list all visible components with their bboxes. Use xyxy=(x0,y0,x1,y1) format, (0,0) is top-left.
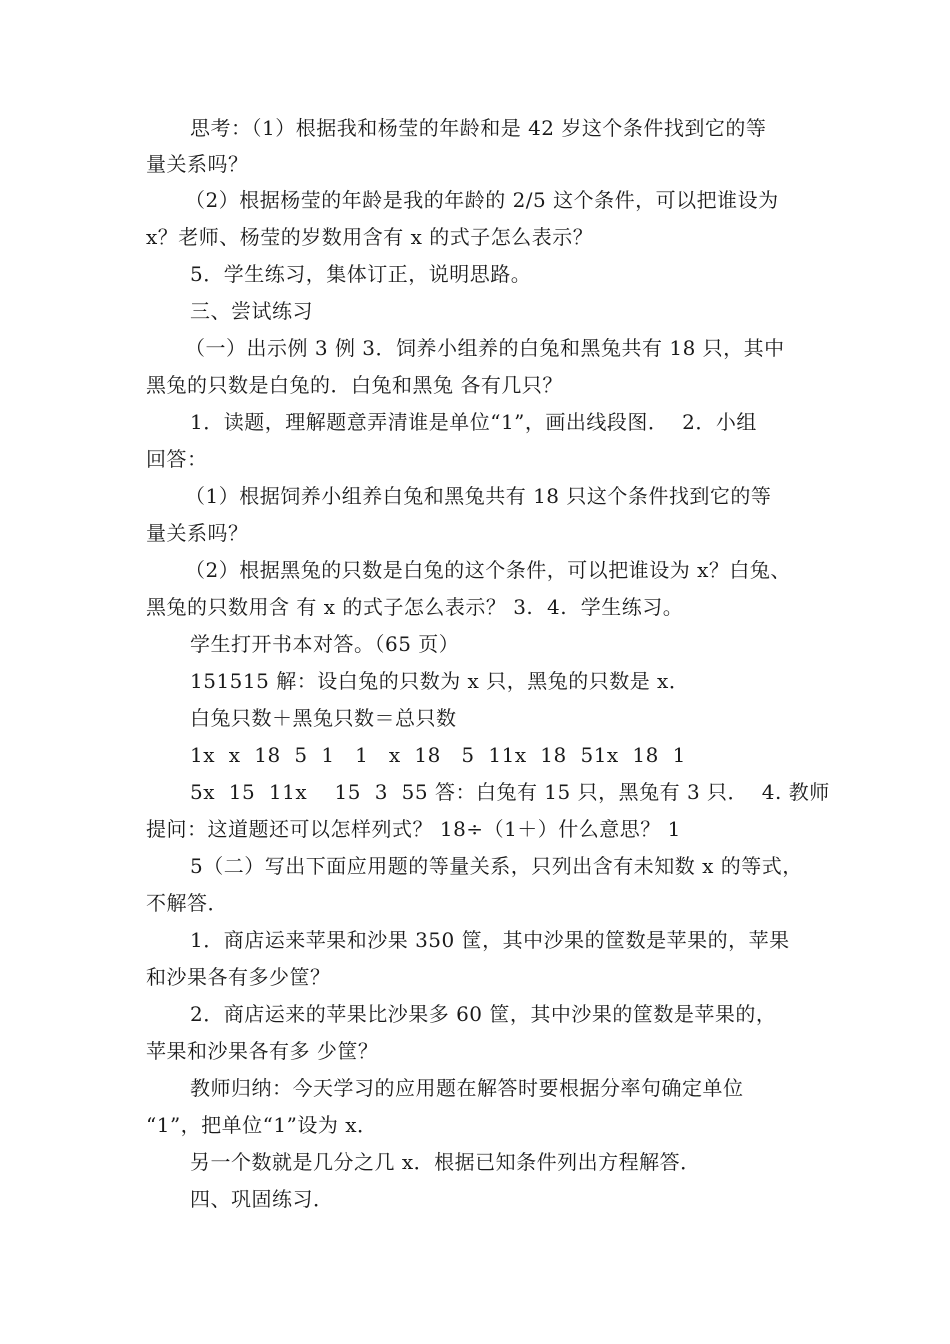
text-line: 5（二）写出下面应用题的等量关系，只列出含有未知数 x 的等式， xyxy=(190,854,803,878)
text-line: 1．读题，理解题意弄清谁是单位“1”，画出线段图． 2．小组 xyxy=(190,410,757,434)
text-line: 教师归纳：今天学习的应用题在解答时要根据分率句确定单位 xyxy=(190,1076,744,1100)
text-line: 白兔只数＋黑兔只数＝总只数 xyxy=(190,706,457,730)
text-line: 回答： xyxy=(146,447,208,471)
text-line: “1”，把单位“1”设为 x． xyxy=(146,1113,378,1137)
text-line: 2．商店运来的苹果比沙果多 60 筐，其中沙果的筐数是苹果的， xyxy=(190,1002,777,1026)
text-line: 另一个数就是几分之几 x．根据已知条件列出方程解答． xyxy=(190,1150,701,1174)
text-line: 5．学生练习，集体订正，说明思路。 xyxy=(190,262,532,286)
text-line: x？老师、杨莹的岁数用含有 x 的式子怎么表示？ xyxy=(146,225,594,249)
text-line: 5x 15 11x 15 3 55 答：白兔有 15 只，黑兔有 3 只． 4. 教师 xyxy=(190,780,830,804)
text-line: 151515 解：设白兔的只数为 x 只，黑兔的只数是 x． xyxy=(190,669,690,693)
text-line: （一）出示例 3 例 3．饲养小组养的白兔和黑兔共有 18 只，其中 xyxy=(185,336,785,360)
section-heading: 三、尝试练习 xyxy=(190,299,313,323)
section-heading: 四、巩固练习． xyxy=(190,1187,334,1211)
text-line: 不解答． xyxy=(146,891,228,915)
text-line: 量关系吗？ xyxy=(146,152,249,176)
text-line: 思考：（1）根据我和杨莹的年龄和是 42 岁这个条件找到它的等 xyxy=(190,116,767,140)
text-line: 和沙果各有多少筐？ xyxy=(146,965,331,989)
text-line: 学生打开书本对答。（65 页） xyxy=(190,632,460,656)
text-line: （1）根据饲养小组养白兔和黑兔共有 18 只这个条件找到它的等 xyxy=(185,484,772,508)
text-line: （2）根据黑兔的只数是白兔的这个条件，可以把谁设为 x？白兔、 xyxy=(185,558,791,582)
text-line: 1x x 18 5 1 1 x 18 5 11x 18 51x 18 1 xyxy=(190,743,686,767)
text-line: 1．商店运来苹果和沙果 350 筐，其中沙果的筐数是苹果的，苹果 xyxy=(190,928,790,952)
text-line: 黑兔的只数用含 有 x 的式子怎么表示？ 3. 4. 学生练习。 xyxy=(146,595,684,619)
text-line: 量关系吗？ xyxy=(146,521,249,545)
text-line: （2）根据杨莹的年龄是我的年龄的 2/5 这个条件，可以把谁设为 xyxy=(185,188,779,212)
text-line: 提问：这道题还可以怎样列式？ 18÷（1＋）什么意思？ 1 xyxy=(146,817,681,841)
text-line: 苹果和沙果各有多 少筐？ xyxy=(146,1039,379,1063)
text-line: 黑兔的只数是白兔的．白兔和黑兔 各有几只？ xyxy=(146,373,563,397)
